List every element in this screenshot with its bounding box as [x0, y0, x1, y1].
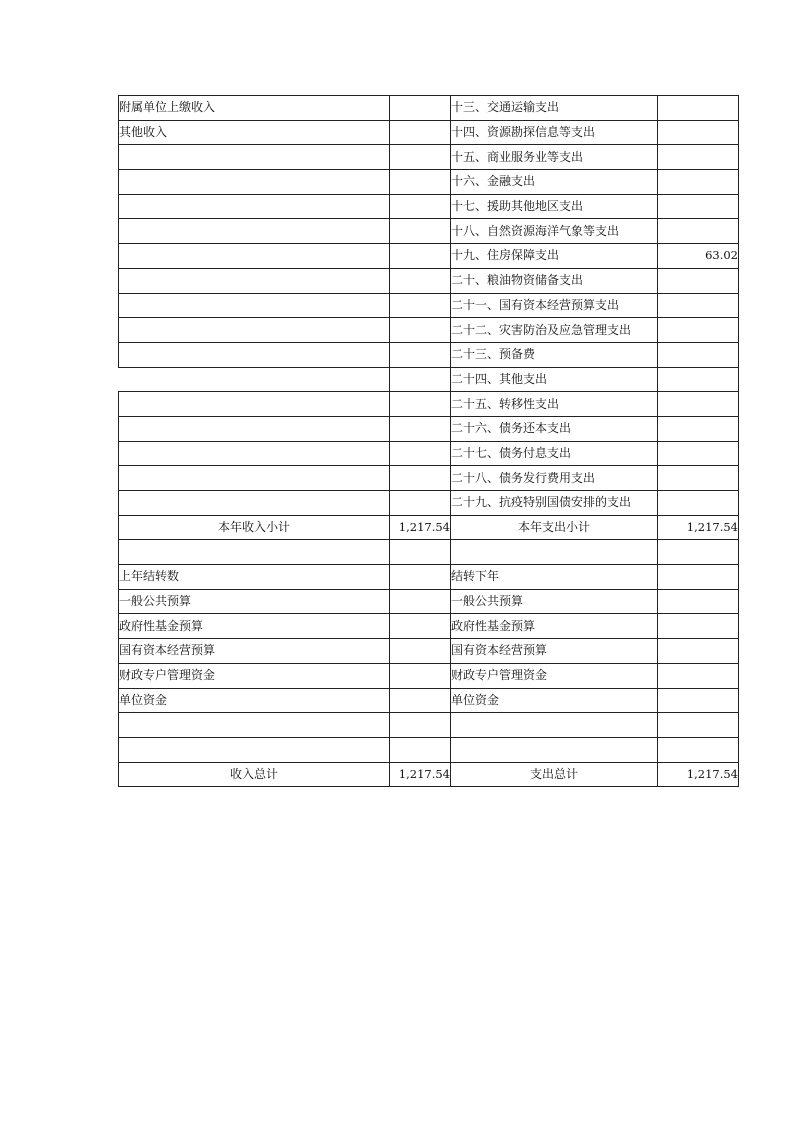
income-amount	[390, 96, 451, 121]
carry-row	[119, 663, 739, 688]
expense-total-label: 支出总计	[451, 762, 658, 787]
expense-item: 二十三、预备费	[451, 342, 658, 367]
expense-item: 十九、住房保障支出	[451, 244, 658, 269]
table-row	[119, 441, 739, 466]
income-amount	[390, 491, 451, 516]
subtotal-row	[119, 515, 739, 540]
budget-summary-table	[118, 95, 739, 787]
table-row	[119, 293, 739, 318]
income-amount	[390, 416, 451, 441]
carry-row	[119, 589, 739, 614]
income-amount	[390, 170, 451, 195]
expense-item: 十四、资源勘探信息等支出	[451, 120, 658, 145]
carry-out-item: 财政专户管理资金	[451, 663, 658, 688]
expense-subtotal-label: 本年支出小计	[451, 515, 658, 540]
expense-amount	[658, 342, 739, 367]
expense-item: 二十八、债务发行费用支出	[451, 466, 658, 491]
expense-item: 二十六、债务还本支出	[451, 416, 658, 441]
expense-amount	[658, 466, 739, 491]
income-total-label: 收入总计	[119, 762, 390, 787]
income-item: 附属单位上缴收入	[119, 96, 390, 121]
carry-row	[119, 688, 739, 713]
income-amount	[390, 244, 451, 269]
carry-in-header: 上年结转数	[119, 565, 390, 590]
carry-out-header: 结转下年	[451, 565, 658, 590]
table-row	[119, 96, 739, 121]
income-amount	[390, 367, 451, 392]
table-row	[119, 170, 739, 195]
income-amount	[390, 342, 451, 367]
income-amount	[390, 318, 451, 343]
carry-in-item: 单位资金	[119, 688, 390, 713]
expense-item: 二十二、灾害防治及应急管理支出	[451, 318, 658, 343]
carry-row	[119, 614, 739, 639]
expense-amount	[658, 194, 739, 219]
table-row	[119, 244, 739, 269]
income-subtotal-label: 本年收入小计	[119, 515, 390, 540]
table-row	[119, 219, 739, 244]
carry-in-item: 政府性基金预算	[119, 614, 390, 639]
table-row	[119, 416, 739, 441]
income-item	[119, 441, 390, 466]
table-row	[119, 342, 739, 367]
expense-amount	[658, 120, 739, 145]
expense-amount	[658, 318, 739, 343]
carry-out-item: 国有资本经营预算	[451, 639, 658, 664]
table-row	[119, 120, 739, 145]
expense-item: 十七、援助其他地区支出	[451, 194, 658, 219]
income-item	[119, 293, 390, 318]
carry-row	[119, 639, 739, 664]
income-item	[119, 367, 390, 392]
income-item: 其他收入	[119, 120, 390, 145]
table-row	[119, 367, 739, 392]
table-row	[119, 145, 739, 170]
carry-out-item: 政府性基金预算	[451, 614, 658, 639]
income-item	[119, 219, 390, 244]
income-item	[119, 170, 390, 195]
income-item	[119, 268, 390, 293]
income-amount	[390, 293, 451, 318]
income-item	[119, 416, 390, 441]
table-row	[119, 268, 739, 293]
expense-amount	[658, 219, 739, 244]
blank-row	[119, 713, 739, 738]
expense-amount	[658, 441, 739, 466]
expense-item: 十六、金融支出	[451, 170, 658, 195]
income-item	[119, 491, 390, 516]
income-amount	[390, 145, 451, 170]
carry-header-row	[119, 565, 739, 590]
expense-item: 二十四、其他支出	[451, 367, 658, 392]
expense-amount	[658, 416, 739, 441]
income-item	[119, 318, 390, 343]
expense-amount	[658, 367, 739, 392]
carry-in-item: 财政专户管理资金	[119, 663, 390, 688]
expense-amount: 63.02	[658, 244, 739, 269]
expense-item: 二十五、转移性支出	[451, 392, 658, 417]
income-item	[119, 244, 390, 269]
expense-amount	[658, 96, 739, 121]
expense-amount	[658, 392, 739, 417]
income-item	[119, 194, 390, 219]
income-subtotal-amount: 1,217.54	[390, 515, 451, 540]
table-row	[119, 466, 739, 491]
income-amount	[390, 441, 451, 466]
income-amount	[390, 194, 451, 219]
table-row	[119, 491, 739, 516]
expense-item: 二十九、抗疫特别国债安排的支出	[451, 491, 658, 516]
expense-item: 二十、粮油物资储备支出	[451, 268, 658, 293]
expense-amount	[658, 170, 739, 195]
expense-amount	[658, 293, 739, 318]
income-amount	[390, 466, 451, 491]
income-amount	[390, 219, 451, 244]
expense-amount	[658, 145, 739, 170]
expense-amount	[658, 491, 739, 516]
expense-item: 十八、自然资源海洋气象等支出	[451, 219, 658, 244]
income-item	[119, 466, 390, 491]
expense-item: 十五、商业服务业等支出	[451, 145, 658, 170]
expense-amount	[658, 268, 739, 293]
blank-row	[119, 540, 739, 565]
income-amount	[390, 120, 451, 145]
income-amount	[390, 392, 451, 417]
income-total-amount: 1,217.54	[390, 762, 451, 787]
expense-subtotal-amount: 1,217.54	[658, 515, 739, 540]
carry-in-item: 一般公共预算	[119, 589, 390, 614]
expense-item: 十三、交通运输支出	[451, 96, 658, 121]
expense-item: 二十七、债务付息支出	[451, 441, 658, 466]
expense-item: 二十一、国有资本经营预算支出	[451, 293, 658, 318]
carry-out-item: 一般公共预算	[451, 589, 658, 614]
table-row	[119, 392, 739, 417]
income-item	[119, 392, 390, 417]
income-item	[119, 342, 390, 367]
income-item	[119, 145, 390, 170]
table-row	[119, 318, 739, 343]
carry-in-item: 国有资本经营预算	[119, 639, 390, 664]
carry-out-item: 单位资金	[451, 688, 658, 713]
expense-total-amount: 1,217.54	[658, 762, 739, 787]
blank-row	[119, 737, 739, 762]
total-row	[119, 762, 739, 787]
income-amount	[390, 268, 451, 293]
table-row	[119, 194, 739, 219]
